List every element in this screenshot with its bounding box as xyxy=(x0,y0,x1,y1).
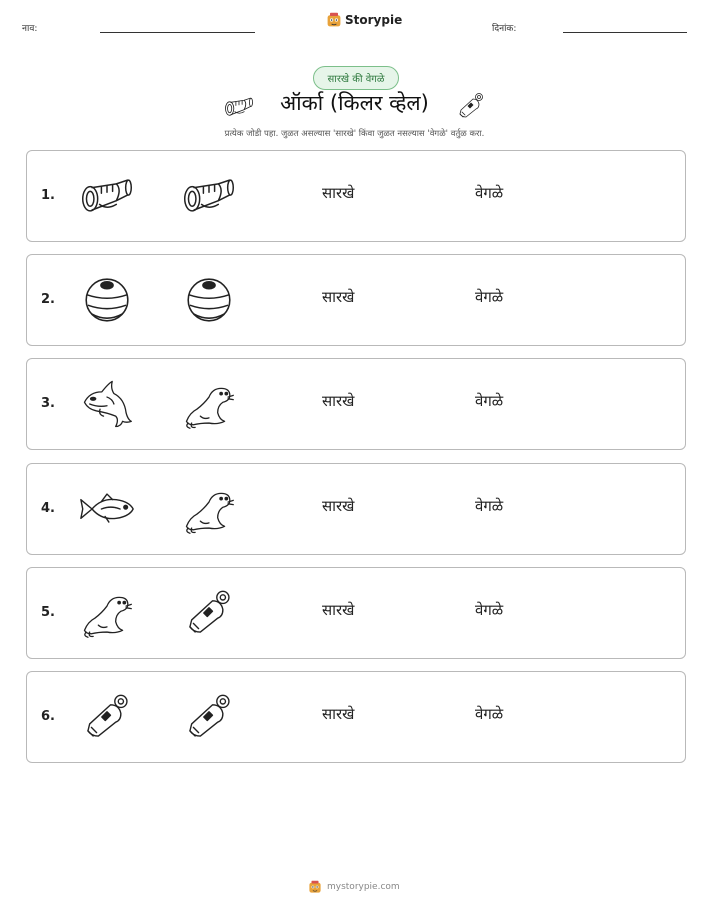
question-number: 4. xyxy=(41,501,55,516)
whistle-icon xyxy=(181,587,237,639)
worksheet-type-badge: सारखे की वेगळे xyxy=(313,66,399,90)
instructions: प्रत्येक जोडी पहा. जुळत असल्यास 'सारखे' किंवा जुळत नसल्यास 'वेगळे' वर्तुळ करा. xyxy=(224,129,485,139)
orca-icon xyxy=(79,378,135,430)
whistle-icon xyxy=(456,91,486,121)
fish-icon xyxy=(79,483,135,535)
question-number: 1. xyxy=(41,188,55,203)
same-option[interactable]: सारखे xyxy=(322,705,355,723)
question-row xyxy=(26,671,686,763)
question-number: 2. xyxy=(41,292,55,307)
storypie-logo-icon xyxy=(308,880,322,894)
name-line[interactable] xyxy=(100,32,255,33)
date-line[interactable] xyxy=(563,32,687,33)
same-option[interactable]: सारखे xyxy=(322,497,355,515)
whistle-icon xyxy=(79,691,135,743)
storypie-logo-icon xyxy=(326,12,342,28)
question-number: 3. xyxy=(41,396,55,411)
question-row xyxy=(26,358,686,450)
different-option[interactable]: वेगळे xyxy=(475,601,504,619)
trumpet-icon xyxy=(181,170,237,222)
footer-site: mystorypie.com xyxy=(327,882,400,892)
different-option[interactable]: वेगळे xyxy=(475,288,504,306)
different-option[interactable]: वेगळे xyxy=(475,705,504,723)
seal-icon xyxy=(181,378,237,430)
question-number: 6. xyxy=(41,709,55,724)
same-option[interactable]: सारखे xyxy=(322,601,355,619)
buoy-ball-icon xyxy=(181,274,237,326)
date-label: दिनांक: xyxy=(492,24,517,34)
seal-icon xyxy=(181,483,237,535)
question-row xyxy=(26,463,686,555)
same-option[interactable]: सारखे xyxy=(322,288,355,306)
brand-logo xyxy=(326,12,402,28)
name-label: नाव: xyxy=(22,24,38,34)
question-row xyxy=(26,150,686,242)
question-row xyxy=(26,254,686,346)
question-number: 5. xyxy=(41,605,55,620)
brand-name: Storypie xyxy=(345,13,403,27)
page-title: ऑर्का (किलर व्हेल) xyxy=(280,91,429,115)
seal-icon xyxy=(79,587,135,639)
question-row xyxy=(26,567,686,659)
different-option[interactable]: वेगळे xyxy=(475,392,504,410)
same-option[interactable]: सारखे xyxy=(322,184,355,202)
whistle-icon xyxy=(181,691,237,743)
trumpet-icon xyxy=(79,170,135,222)
footer xyxy=(308,880,400,894)
buoy-ball-icon xyxy=(79,274,135,326)
same-option[interactable]: सारखे xyxy=(322,392,355,410)
different-option[interactable]: वेगळे xyxy=(475,184,504,202)
different-option[interactable]: वेगळे xyxy=(475,497,504,515)
